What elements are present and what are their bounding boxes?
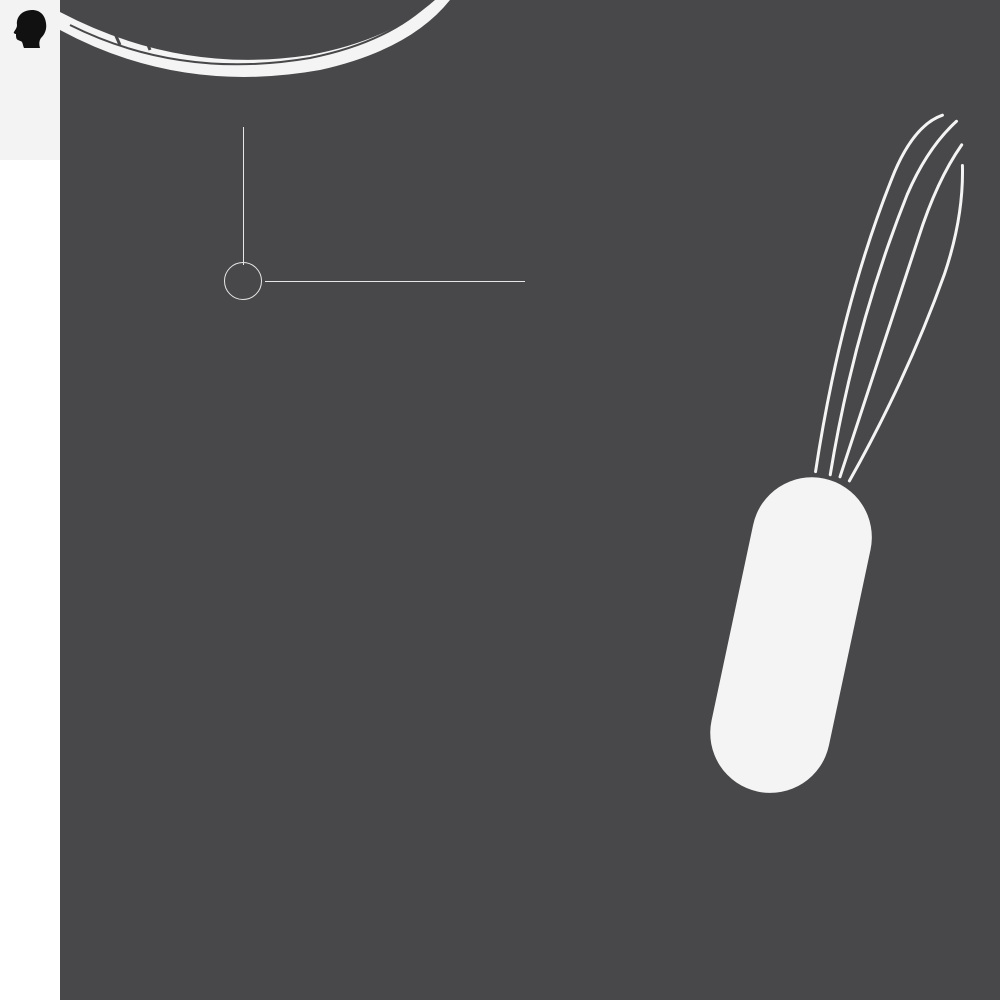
paper-cut-bacterium [699, 94, 979, 807]
sidebar [0, 0, 60, 1000]
paper-cut-illustrations [60, 0, 1000, 1000]
paper-cut-leaf-ornament [60, 0, 450, 77]
sidebar-logo-area [0, 0, 60, 160]
title-underline [265, 281, 525, 282]
profile-head-icon [12, 8, 48, 48]
decor-vertical-line [243, 127, 244, 265]
lyrics-panel [60, 0, 1000, 1000]
track-number-badge [224, 262, 262, 300]
